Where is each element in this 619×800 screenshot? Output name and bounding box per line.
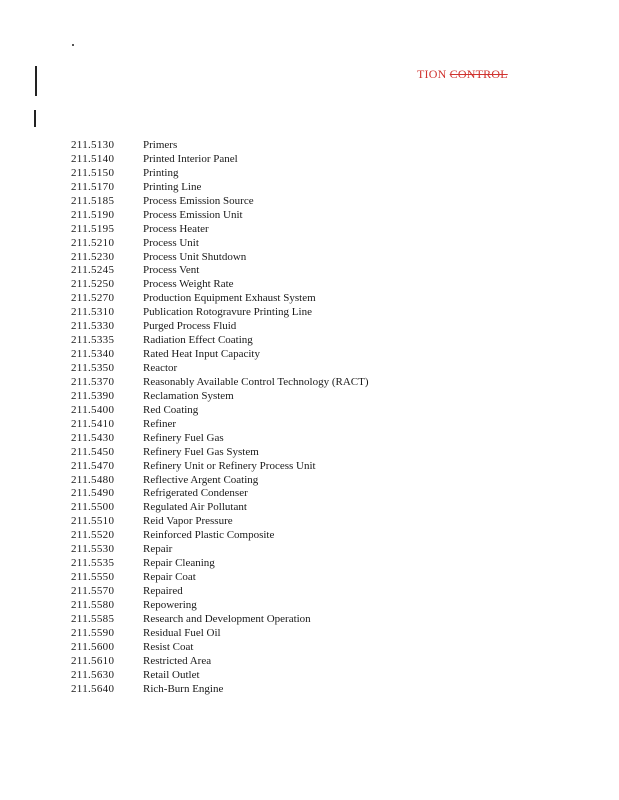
definition-row	[71, 320, 491, 334]
section-number: 211.5600	[71, 640, 115, 653]
section-number: 211.5310	[71, 306, 115, 319]
defined-term: Printed Interior Panel	[143, 152, 238, 165]
defined-term: Repair	[143, 543, 173, 556]
section-number: 211.5140	[71, 152, 115, 165]
defined-term: Repowering	[143, 598, 197, 611]
definition-row	[71, 613, 491, 627]
defined-term: Printing	[143, 166, 179, 179]
defined-term: Repair Cleaning	[143, 557, 215, 570]
defined-term: Red Coating	[143, 403, 199, 416]
defined-term: Refinery Fuel Gas	[143, 431, 224, 444]
definition-row	[71, 251, 491, 265]
definition-row	[71, 348, 491, 362]
section-number: 211.5410	[71, 417, 115, 430]
section-number: 211.5630	[71, 668, 115, 681]
definition-row	[71, 139, 491, 153]
section-number: 211.5390	[71, 389, 115, 402]
defined-term: Restricted Area	[143, 654, 212, 667]
definition-row	[71, 390, 491, 404]
definition-row	[71, 446, 491, 460]
section-number: 211.5570	[71, 585, 115, 597]
revision-bar	[35, 66, 37, 96]
defined-term: Process Emission Unit	[143, 208, 243, 221]
section-number: 211.5350	[71, 362, 115, 374]
section-number: 211.5230	[71, 250, 115, 263]
defined-term: Repair Coat	[143, 571, 196, 584]
defined-term: Refinery Fuel Gas System	[143, 445, 259, 458]
definition-row	[71, 195, 491, 209]
defined-term: Reinforced Plastic Composite	[143, 529, 275, 542]
definition-row	[71, 585, 491, 599]
section-number: 211.5210	[71, 236, 115, 249]
definition-row	[71, 529, 491, 543]
definition-row	[71, 264, 491, 278]
definition-row	[71, 474, 491, 488]
section-number: 211.5130	[71, 139, 115, 151]
defined-term: Refiner	[143, 417, 176, 430]
defined-term: Process Weight Rate	[143, 278, 234, 291]
definition-row	[71, 167, 491, 181]
section-number: 211.5510	[71, 515, 115, 528]
defined-term: Reactor	[143, 362, 178, 374]
section-number: 211.5530	[71, 543, 115, 556]
section-number: 211.5590	[71, 626, 115, 639]
defined-term: Printing Line	[143, 180, 202, 193]
scan-speck	[72, 44, 74, 46]
defined-term: Radiation Effect Coating	[143, 334, 253, 347]
section-number: 211.5340	[71, 348, 115, 361]
section-number: 211.5520	[71, 529, 115, 542]
section-number: 211.5270	[71, 292, 115, 305]
defined-term: Reid Vapor Pressure	[143, 515, 233, 528]
defined-term: Process Heater	[143, 222, 209, 235]
definitions-list	[71, 139, 491, 697]
defined-term: Publication Rotogravure Printing Line	[143, 306, 312, 319]
definition-row	[71, 683, 491, 697]
definition-row	[71, 669, 491, 683]
defined-term: Reflective Argent Coating	[143, 473, 259, 486]
defined-term: Process Unit Shutdown	[143, 250, 247, 263]
defined-term: Reclamation System	[143, 389, 234, 402]
definition-row	[71, 515, 491, 529]
definition-row	[71, 641, 491, 655]
definition-row	[71, 599, 491, 613]
definition-row	[71, 543, 491, 557]
section-number: 211.5150	[71, 166, 115, 179]
section-number: 211.5245	[71, 264, 115, 277]
definition-row	[71, 487, 491, 501]
definition-row	[71, 404, 491, 418]
section-number: 211.5170	[71, 180, 115, 193]
section-number: 211.5470	[71, 459, 115, 472]
section-number: 211.5610	[71, 654, 115, 667]
section-number: 211.5190	[71, 208, 115, 221]
defined-term: Rich-Burn Engine	[143, 682, 224, 695]
defined-term: Purged Process Fluid	[143, 320, 237, 333]
definition-row	[71, 627, 491, 641]
definition-row	[71, 460, 491, 474]
section-number: 211.5335	[71, 334, 115, 347]
revision-bar	[34, 110, 36, 127]
section-header-mark	[417, 67, 508, 82]
section-number: 211.5535	[71, 557, 115, 570]
definition-row	[71, 153, 491, 167]
section-number: 211.5480	[71, 473, 115, 486]
defined-term: Primers	[143, 139, 178, 151]
section-number: 211.5490	[71, 487, 115, 500]
section-number: 211.5500	[71, 501, 115, 514]
section-number: 211.5450	[71, 445, 115, 458]
definition-row	[71, 306, 491, 320]
defined-term: Research and Development Operation	[143, 612, 311, 625]
defined-term: Rated Heat Input Capacity	[143, 348, 260, 361]
section-number: 211.5370	[71, 375, 115, 388]
defined-term: Reasonably Available Control Technology (RACT)	[143, 375, 369, 388]
section-number: 211.5430	[71, 431, 115, 444]
section-number: 211.5195	[71, 222, 115, 235]
section-number: 211.5330	[71, 320, 115, 333]
definition-row	[71, 432, 491, 446]
defined-term: Refrigerated Condenser	[143, 487, 248, 500]
definition-row	[71, 209, 491, 223]
defined-term: Resist Coat	[143, 640, 194, 653]
defined-term: Refinery Unit or Refinery Process Unit	[143, 459, 316, 472]
defined-term: Retail Outlet	[143, 668, 200, 681]
definition-row	[71, 278, 491, 292]
section-number: 211.5640	[71, 682, 115, 695]
definition-row	[71, 557, 491, 571]
section-number: 211.5185	[71, 194, 115, 207]
defined-term: Repaired	[143, 585, 183, 597]
definition-row	[71, 655, 491, 669]
definition-row	[71, 571, 491, 585]
section-header-prefix: TION	[417, 67, 450, 81]
definition-row	[71, 223, 491, 237]
defined-term: Residual Fuel Oil	[143, 626, 221, 639]
section-number: 211.5550	[71, 571, 115, 584]
defined-term: Process Unit	[143, 236, 199, 249]
defined-term: Process Emission Source	[143, 194, 254, 207]
definition-row	[71, 292, 491, 306]
section-number: 211.5585	[71, 612, 115, 625]
defined-term: Regulated Air Pollutant	[143, 501, 247, 514]
section-header-struck-text: CONTROL	[449, 67, 508, 81]
section-number: 211.5400	[71, 403, 115, 416]
definition-row	[71, 181, 491, 195]
definition-row	[71, 418, 491, 432]
definition-row	[71, 376, 491, 390]
section-number: 211.5580	[71, 598, 115, 611]
definition-row	[71, 501, 491, 515]
defined-term: Process Vent	[143, 264, 200, 277]
definition-row	[71, 334, 491, 348]
section-number: 211.5250	[71, 278, 115, 291]
definition-row	[71, 362, 491, 376]
defined-term: Production Equipment Exhaust System	[143, 292, 316, 305]
definition-row	[71, 237, 491, 251]
